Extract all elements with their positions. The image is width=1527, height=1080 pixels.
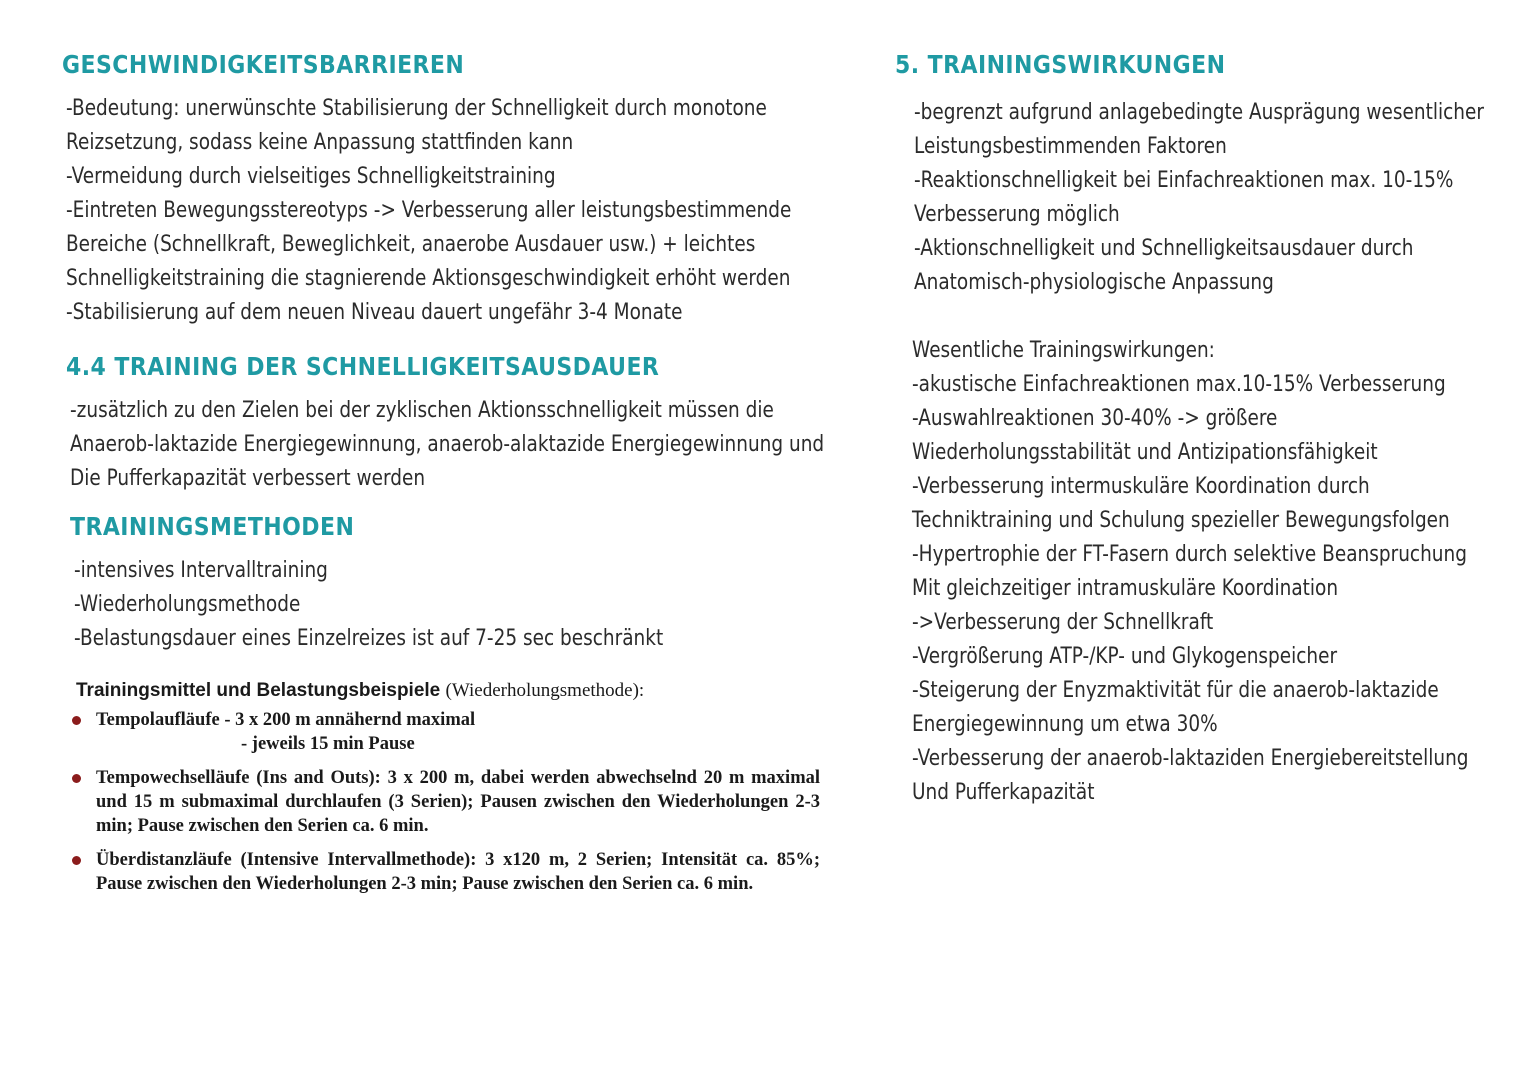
text-line: -intensives Intervalltraining [74,558,328,583]
text-line: Und Pufferkapazität [912,780,1095,805]
list-item [70,766,820,838]
bullet-icon [72,716,81,725]
trainingsmethoden-text [74,554,775,656]
trainingswirkungen-text [914,96,1527,300]
list-item [70,708,820,756]
barrieren-text [66,92,930,330]
printed-excerpt [70,680,820,896]
text-line: -Steigerung der Enyzmaktivität für die anaerob-laktazide [912,678,1439,703]
text-line: Leistungsbestimmenden Faktoren [914,134,1227,159]
printed-title-main: Trainingsmittel und Belastungsbeispiele [76,680,441,701]
text-line: Mit gleichzeitiger intramuskuläre Koordination [912,576,1339,601]
printed-title [76,680,820,702]
item-text: (Ins and Outs): 3 x 200 m, dabei werden abwechselnd 20 m maximal und 15 m submaximal durchlaufen (3 Serien); Pausen zwischen den Wiederholungen 2-3 min; Pause zwischen den Serien ca. 6 min. [96,768,820,836]
heading-geschwindigkeitsbarrieren: GESCHWINDIGKEITSBARRIEREN [62,50,465,79]
text-line: Anatomisch-physiologische Anpassung [914,270,1274,295]
text-line: Anaerob-laktazide Energiegewinnung, anaerob-alaktazide Energiegewinnung und [70,432,825,457]
text-line: -zusätzlich zu den Zielen bei der zyklischen Aktionsschnelligkeit müssen die [70,398,774,423]
bullet-icon [72,856,81,865]
text-line: ->Verbesserung der Schnellkraft [912,610,1214,635]
text-line: -Hypertrophie der FT-Fasern durch selektive Beanspruchung [912,542,1467,567]
text-line: Wesentliche Trainingswirkungen: [912,338,1215,363]
text-line: -Vergrößerung ATP-/KP- und Glykogenspeicher [912,644,1338,669]
heading-trainingsmethoden: TRAININGSMETHODEN [70,512,355,541]
text-line: -Auswahlreaktionen 30-40% -> größere [912,406,1278,431]
text-line: Energiegewinnung um etwa 30% [912,712,1218,737]
item-text: - 3 x 200 m annähernd maximal [224,710,476,730]
item-text-continued: - jeweils 15 min Pause [241,734,415,754]
printed-title-paren: (Wiederholungsmethode): [445,680,645,701]
item-label: Tempolaufläufe [96,710,220,730]
text-line: -Reaktionschnelligkeit bei Einfachreaktionen max. 10-15% [914,168,1454,193]
text-line: -Stabilisierung auf dem neuen Niveau dauert ungefähr 3-4 Monate [66,300,683,325]
text-line: -Aktionschnelligkeit und Schnelligkeitsausdauer durch [914,236,1414,261]
text-line: -begrenzt aufgrund anlagebedingte Ausprägung wesentlicher [914,100,1484,125]
text-line: -Belastungsdauer eines Einzelreizes ist auf 7-25 sec beschränkt [74,626,664,651]
bullet-icon [72,774,81,783]
item-label: Überdistanzläufe [96,850,232,870]
text-line: Techniktraining und Schulung spezieller Bewegungsfolgen [912,508,1450,533]
text-line: Reizsetzung, sodass keine Anpassung stattfinden kann [66,130,574,155]
text-line: -Verbesserung intermuskuläre Koordination durch [912,474,1370,499]
text-line: Schnelligkeitstraining die stagnierende Aktionsgeschwindigkeit erhöht werden [66,266,791,291]
wesentliche-wirkungen-text [912,334,1527,810]
text-line: Bereiche (Schnellkraft, Beweglichkeit, anaerobe Ausdauer usw.) + leichtes [66,232,756,257]
text-line: -Bedeutung: unerwünschte Stabilisierung der Schnelligkeit durch monotone [66,96,767,121]
item-label: Tempowechselläufe [96,768,250,788]
list-item [70,848,820,896]
text-line: -Eintreten Bewegungsstereotyps -> Verbesserung aller leistungsbestimmende [66,198,792,223]
text-line: Verbesserung möglich [914,202,1120,227]
text-line: -akustische Einfachreaktionen max.10-15% Verbesserung [912,372,1446,397]
text-line: -Verbesserung der anaerob-laktaziden Energiebereitstellung [912,746,1469,771]
text-line: -Wiederholungsmethode [74,592,301,617]
item-text: (Intensive Intervallmethode): 3 x120 m, 2 Serien; Intensität ca. 85%; Pause zwischen den Wiederholungen 2-3 min; Pause zwischen den Serien ca. 6 min. [96,850,820,894]
text-line: Wiederholungsstabilität und Antizipationsfähigkeit [912,440,1378,465]
text-line: -Vermeidung durch vielseitiges Schnelligkeitstraining [66,164,556,189]
heading-schnelligkeitsausdauer: 4.4 TRAINING DER SCHNELLIGKEITSAUSDAUER [66,352,660,381]
heading-trainingswirkungen: 5. TRAININGSWIRKUNGEN [895,50,1226,79]
schnelligkeitsausdauer-text [70,394,968,496]
text-line: Die Pufferkapazität verbessert werden [70,466,426,491]
